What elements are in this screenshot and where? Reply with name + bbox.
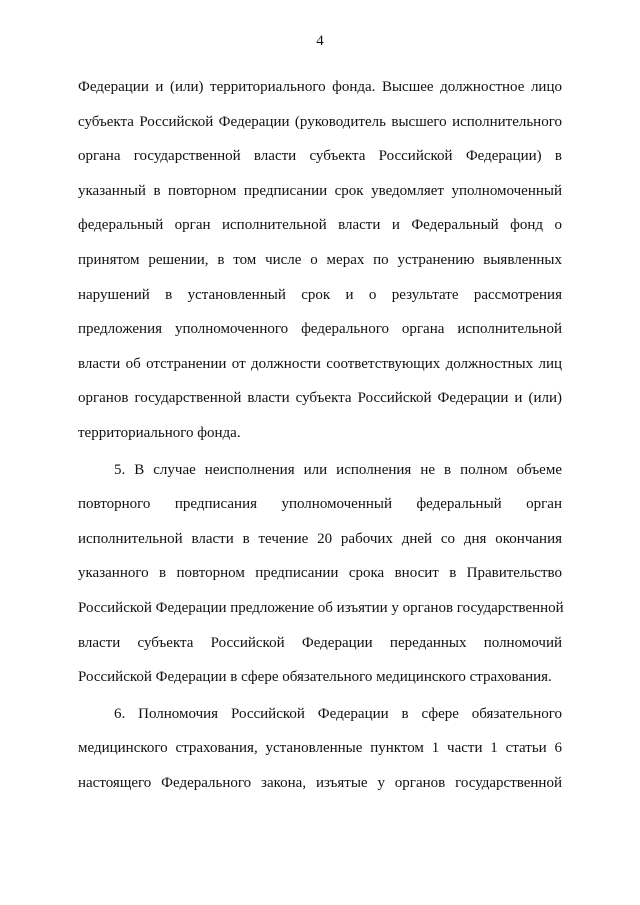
text-line: власти об отстранении от должности соответствующих должностных лиц xyxy=(78,355,562,372)
paragraph-6-start: 6. Полномочия Российской Федерации в сфере обязательного xyxy=(114,705,562,722)
text-line: настоящего Федерального закона, изъятые у органов государственной xyxy=(78,774,562,791)
text-line: Российской Федерации в сфере обязательного медицинского страхования. xyxy=(78,669,552,686)
text-line: Российской Федерации предложение об изъятии у органов государственной xyxy=(78,599,564,616)
text-line: власти субъекта Российской Федерации переданных полномочий xyxy=(78,634,562,651)
paragraph-5-start: 5. В случае неисполнения или исполнения не в полном объеме xyxy=(114,461,562,478)
text-line: субъекта Российской Федерации (руководитель высшего исполнительного xyxy=(78,113,562,130)
text-line: органов государственной власти субъекта Российской Федерации и (или) xyxy=(78,390,562,407)
text-line: принятом решении, в том числе о мерах по устранению выявленных xyxy=(78,251,562,268)
text-line: медицинского страхования, установленные пунктом 1 части 1 статьи 6 xyxy=(78,740,562,757)
page-number: 4 xyxy=(316,33,324,49)
text-line: повторного предписания уполномоченный федеральный орган xyxy=(78,496,562,513)
text-line: нарушений в установленный срок и о результате рассмотрения xyxy=(78,286,562,303)
text-line: предложения уполномоченного федерального органа исполнительной xyxy=(78,321,562,338)
text-line: территориального фонда. xyxy=(78,424,241,441)
document-body xyxy=(78,70,562,800)
text-line: исполнительной власти в течение 20 рабочих дней со дня окончания xyxy=(78,530,562,547)
text-line: указанный в повторном предписании срок уведомляет уполномоченный xyxy=(78,182,562,199)
text-line: Федерации и (или) территориального фонда. Высшее должностное лицо xyxy=(78,79,562,95)
text-line: указанного в повторном предписании срока вносит в Правительство xyxy=(78,565,562,582)
text-line: федеральный орган исполнительной власти и Федеральный фонд о xyxy=(78,217,562,234)
text-line: органа государственной власти субъекта Российской Федерации) в xyxy=(78,148,562,165)
